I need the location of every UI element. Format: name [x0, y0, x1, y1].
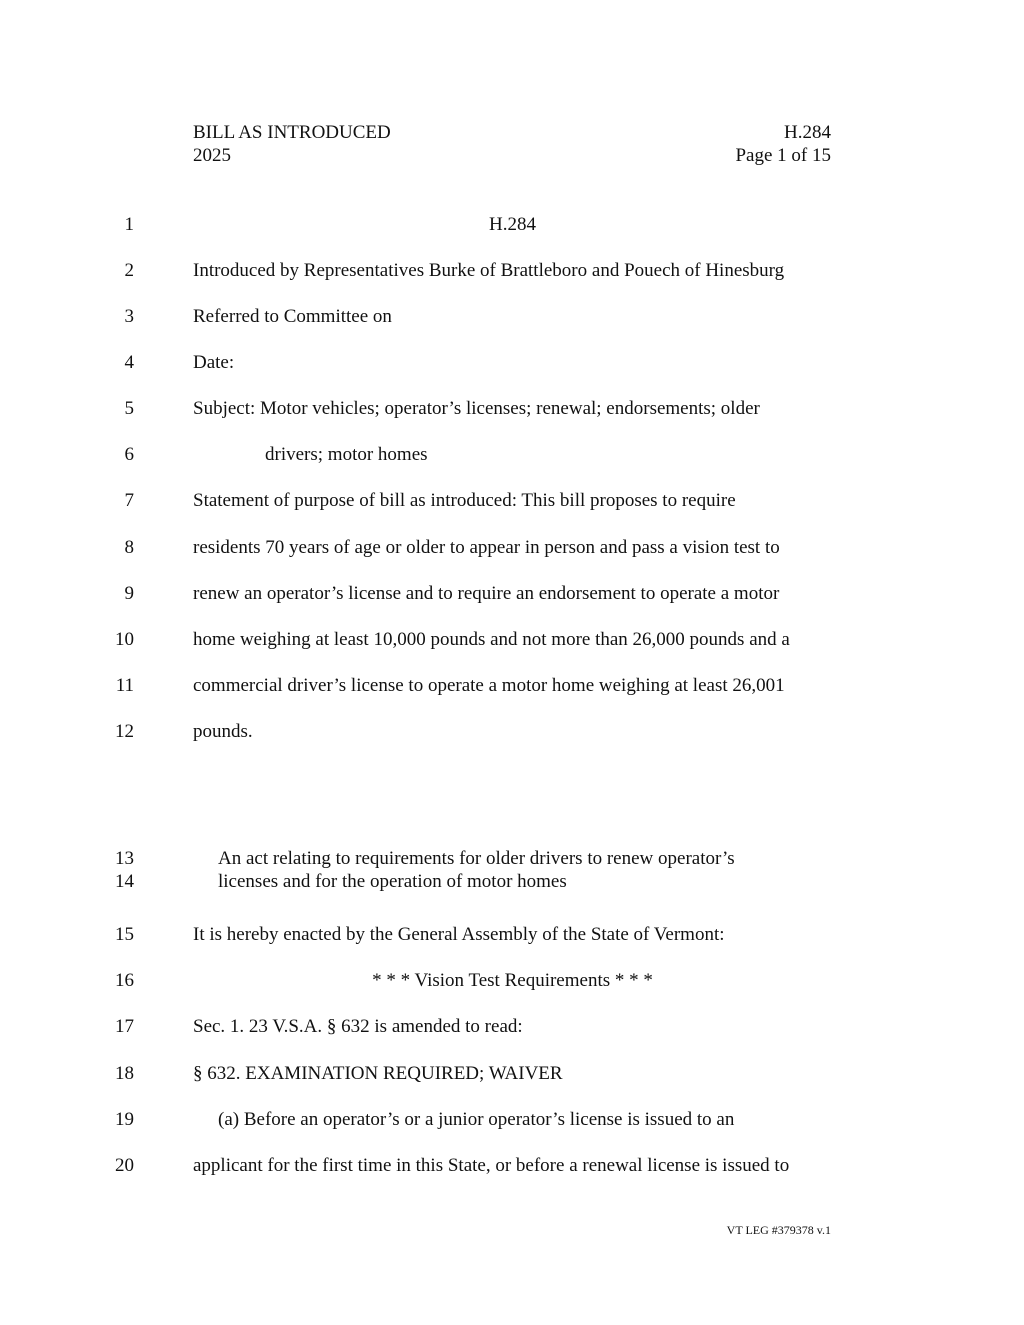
- purpose-line: commercial driver’s license to operate a motor home weighing at least 26,001: [193, 675, 785, 696]
- line-number: 19: [115, 1109, 134, 1130]
- line-number: 15: [115, 924, 134, 945]
- statute-text: applicant for the first time in this State, or before a renewal license is issued to: [193, 1155, 790, 1176]
- line-number: 10: [115, 629, 134, 650]
- line-number: 11: [115, 675, 134, 696]
- line-number: 2: [124, 260, 134, 281]
- document-id: VT LEG #379378 v.1: [726, 1223, 831, 1237]
- line-number: 14: [115, 871, 134, 892]
- statute-heading: § 632. EXAMINATION REQUIRED; WAIVER: [193, 1063, 563, 1084]
- referred-to: Referred to Committee on: [193, 306, 392, 327]
- line-number: 7: [124, 490, 134, 511]
- purpose-line: residents 70 years of age or older to appear in person and pass a vision test to: [193, 537, 780, 558]
- section-heading: * * * Vision Test Requirements * * *: [372, 970, 653, 991]
- bill-status: BILL AS INTRODUCED: [193, 122, 391, 143]
- line-number: 1: [124, 214, 134, 235]
- bill-year: 2025: [193, 145, 231, 166]
- bill-number: H.284: [784, 122, 831, 143]
- act-title: An act relating to requirements for older drivers to renew operator’s: [218, 848, 735, 869]
- line-number: 9: [124, 583, 134, 604]
- line-number: 12: [115, 721, 134, 742]
- line-number: 17: [115, 1016, 134, 1037]
- line-number: 18: [115, 1063, 134, 1084]
- purpose-line: renew an operator’s license and to require an endorsement to operate a motor: [193, 583, 780, 604]
- introduced-by: Introduced by Representatives Burke of Brattleboro and Pouech of Hinesburg: [193, 260, 785, 281]
- act-title: licenses and for the operation of motor homes: [218, 871, 567, 892]
- bill-title: H.284: [489, 214, 536, 235]
- line-number: 4: [124, 352, 134, 373]
- purpose-line: pounds.: [193, 721, 253, 742]
- enacting-clause: It is hereby enacted by the General Assembly of the State of Vermont:: [193, 924, 725, 945]
- purpose-line: Statement of purpose of bill as introduced: This bill proposes to require: [193, 490, 736, 511]
- line-number: 16: [115, 970, 134, 991]
- line-number: 6: [124, 444, 134, 465]
- purpose-line: home weighing at least 10,000 pounds and not more than 26,000 pounds and a: [193, 629, 790, 650]
- sec-line: Sec. 1. 23 V.S.A. § 632 is amended to read:: [193, 1016, 523, 1037]
- date-line: Date:: [193, 352, 235, 373]
- line-number: 20: [115, 1155, 134, 1176]
- statute-text: (a) Before an operator’s or a junior operator’s license is issued to an: [218, 1109, 735, 1130]
- line-number: 13: [115, 848, 134, 869]
- subject-continuation: drivers; motor homes: [265, 444, 428, 465]
- subject-line: Subject: Motor vehicles; operator’s licenses; renewal; endorsements; older: [193, 398, 760, 419]
- page-info: Page 1 of 15: [735, 145, 831, 166]
- line-number: 5: [124, 398, 134, 419]
- line-number: 3: [124, 306, 134, 327]
- line-number: 8: [124, 537, 134, 558]
